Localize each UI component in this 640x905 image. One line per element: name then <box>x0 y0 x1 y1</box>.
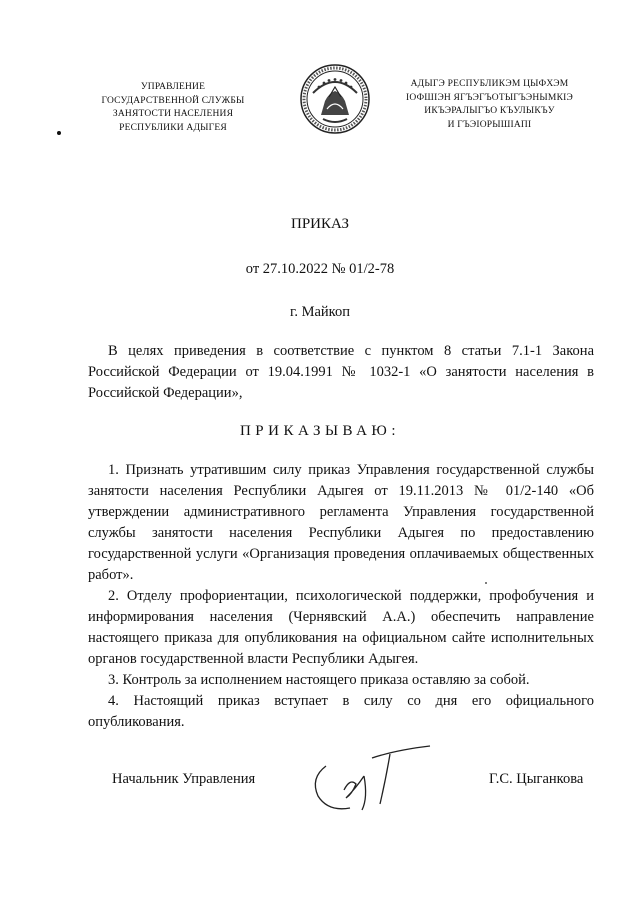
header-right-block <box>392 78 587 132</box>
document-title: ПРИКАЗ <box>291 216 349 232</box>
header-right-line: ИКЪЭРАЛЫГЪО КЪУЛЫКЪУ <box>424 106 555 116</box>
order-item: 4. Настоящий приказ вступает в силу со дня его официального опубликования. <box>88 693 594 730</box>
header-left-line: РЕСПУБЛИКИ АДЫГЕЯ <box>119 122 227 133</box>
header-right-line: АДЫГЭ РЕСПУБЛИКЭМ ЦЫФХЭМ <box>410 79 569 89</box>
coat-of-arms-icon <box>299 63 371 135</box>
document-date-number: от 27.10.2022 № 01/2-78 <box>245 261 395 277</box>
header-right-line: И ГЪЭІОРЫШІАПІ <box>447 119 532 130</box>
handwritten-signature <box>306 738 436 818</box>
signatory-position: Начальник Управления <box>112 771 256 787</box>
header-left-line: УПРАВЛЕНИЕ <box>140 82 206 92</box>
order-item: 2. Отделу профориентации, психологической поддержки, профобучения и информирования населения (Чернявский А.А.) обеспечить направление настоящего приказа для опубликования на официальном сайте исполнительных органов государственной власти Республики Адыгея. <box>88 588 594 667</box>
header-left-line: ЗАНЯТОСТИ НАСЕЛЕНИЯ <box>112 109 234 119</box>
scan-speck <box>485 582 487 584</box>
order-item: 3. Контроль за исполнением настоящего приказа оставляю за собой. <box>108 672 530 688</box>
order-heading: ПРИКАЗЫВАЮ: <box>239 423 401 439</box>
order-item: 1. Признать утратившим силу приказ Управления государственной службы занятости населения Республики Адыгея от 19.11.2013 № 01/2-140 «Об утверждении административного регламента Управления государственной службы занятости населения Республики Адыгея по предоставлению государственной услуги «Организация проведения оплачиваемых общественных работ». <box>88 462 594 583</box>
header-left-line: ГОСУДАРСТВЕННОЙ СЛУЖБЫ <box>101 95 245 106</box>
document-city: г. Майкоп <box>290 304 350 320</box>
scan-speck <box>57 131 61 135</box>
preamble-paragraph: В целях приведения в соответствие с пунктом 8 статьи 7.1-1 Закона Российской Федерации от 19.04.1991 № 1032-1 «О занятости населения в Российской Федерации», <box>88 343 594 401</box>
header-right-line: ІОФШІЭН ЯГЪЭГЪОТЫГЪЭНЫМКІЭ <box>406 92 573 103</box>
order-items <box>88 460 594 733</box>
signatory-name: Г.С. Цыганкова <box>489 771 584 787</box>
header-left-block <box>88 81 258 135</box>
